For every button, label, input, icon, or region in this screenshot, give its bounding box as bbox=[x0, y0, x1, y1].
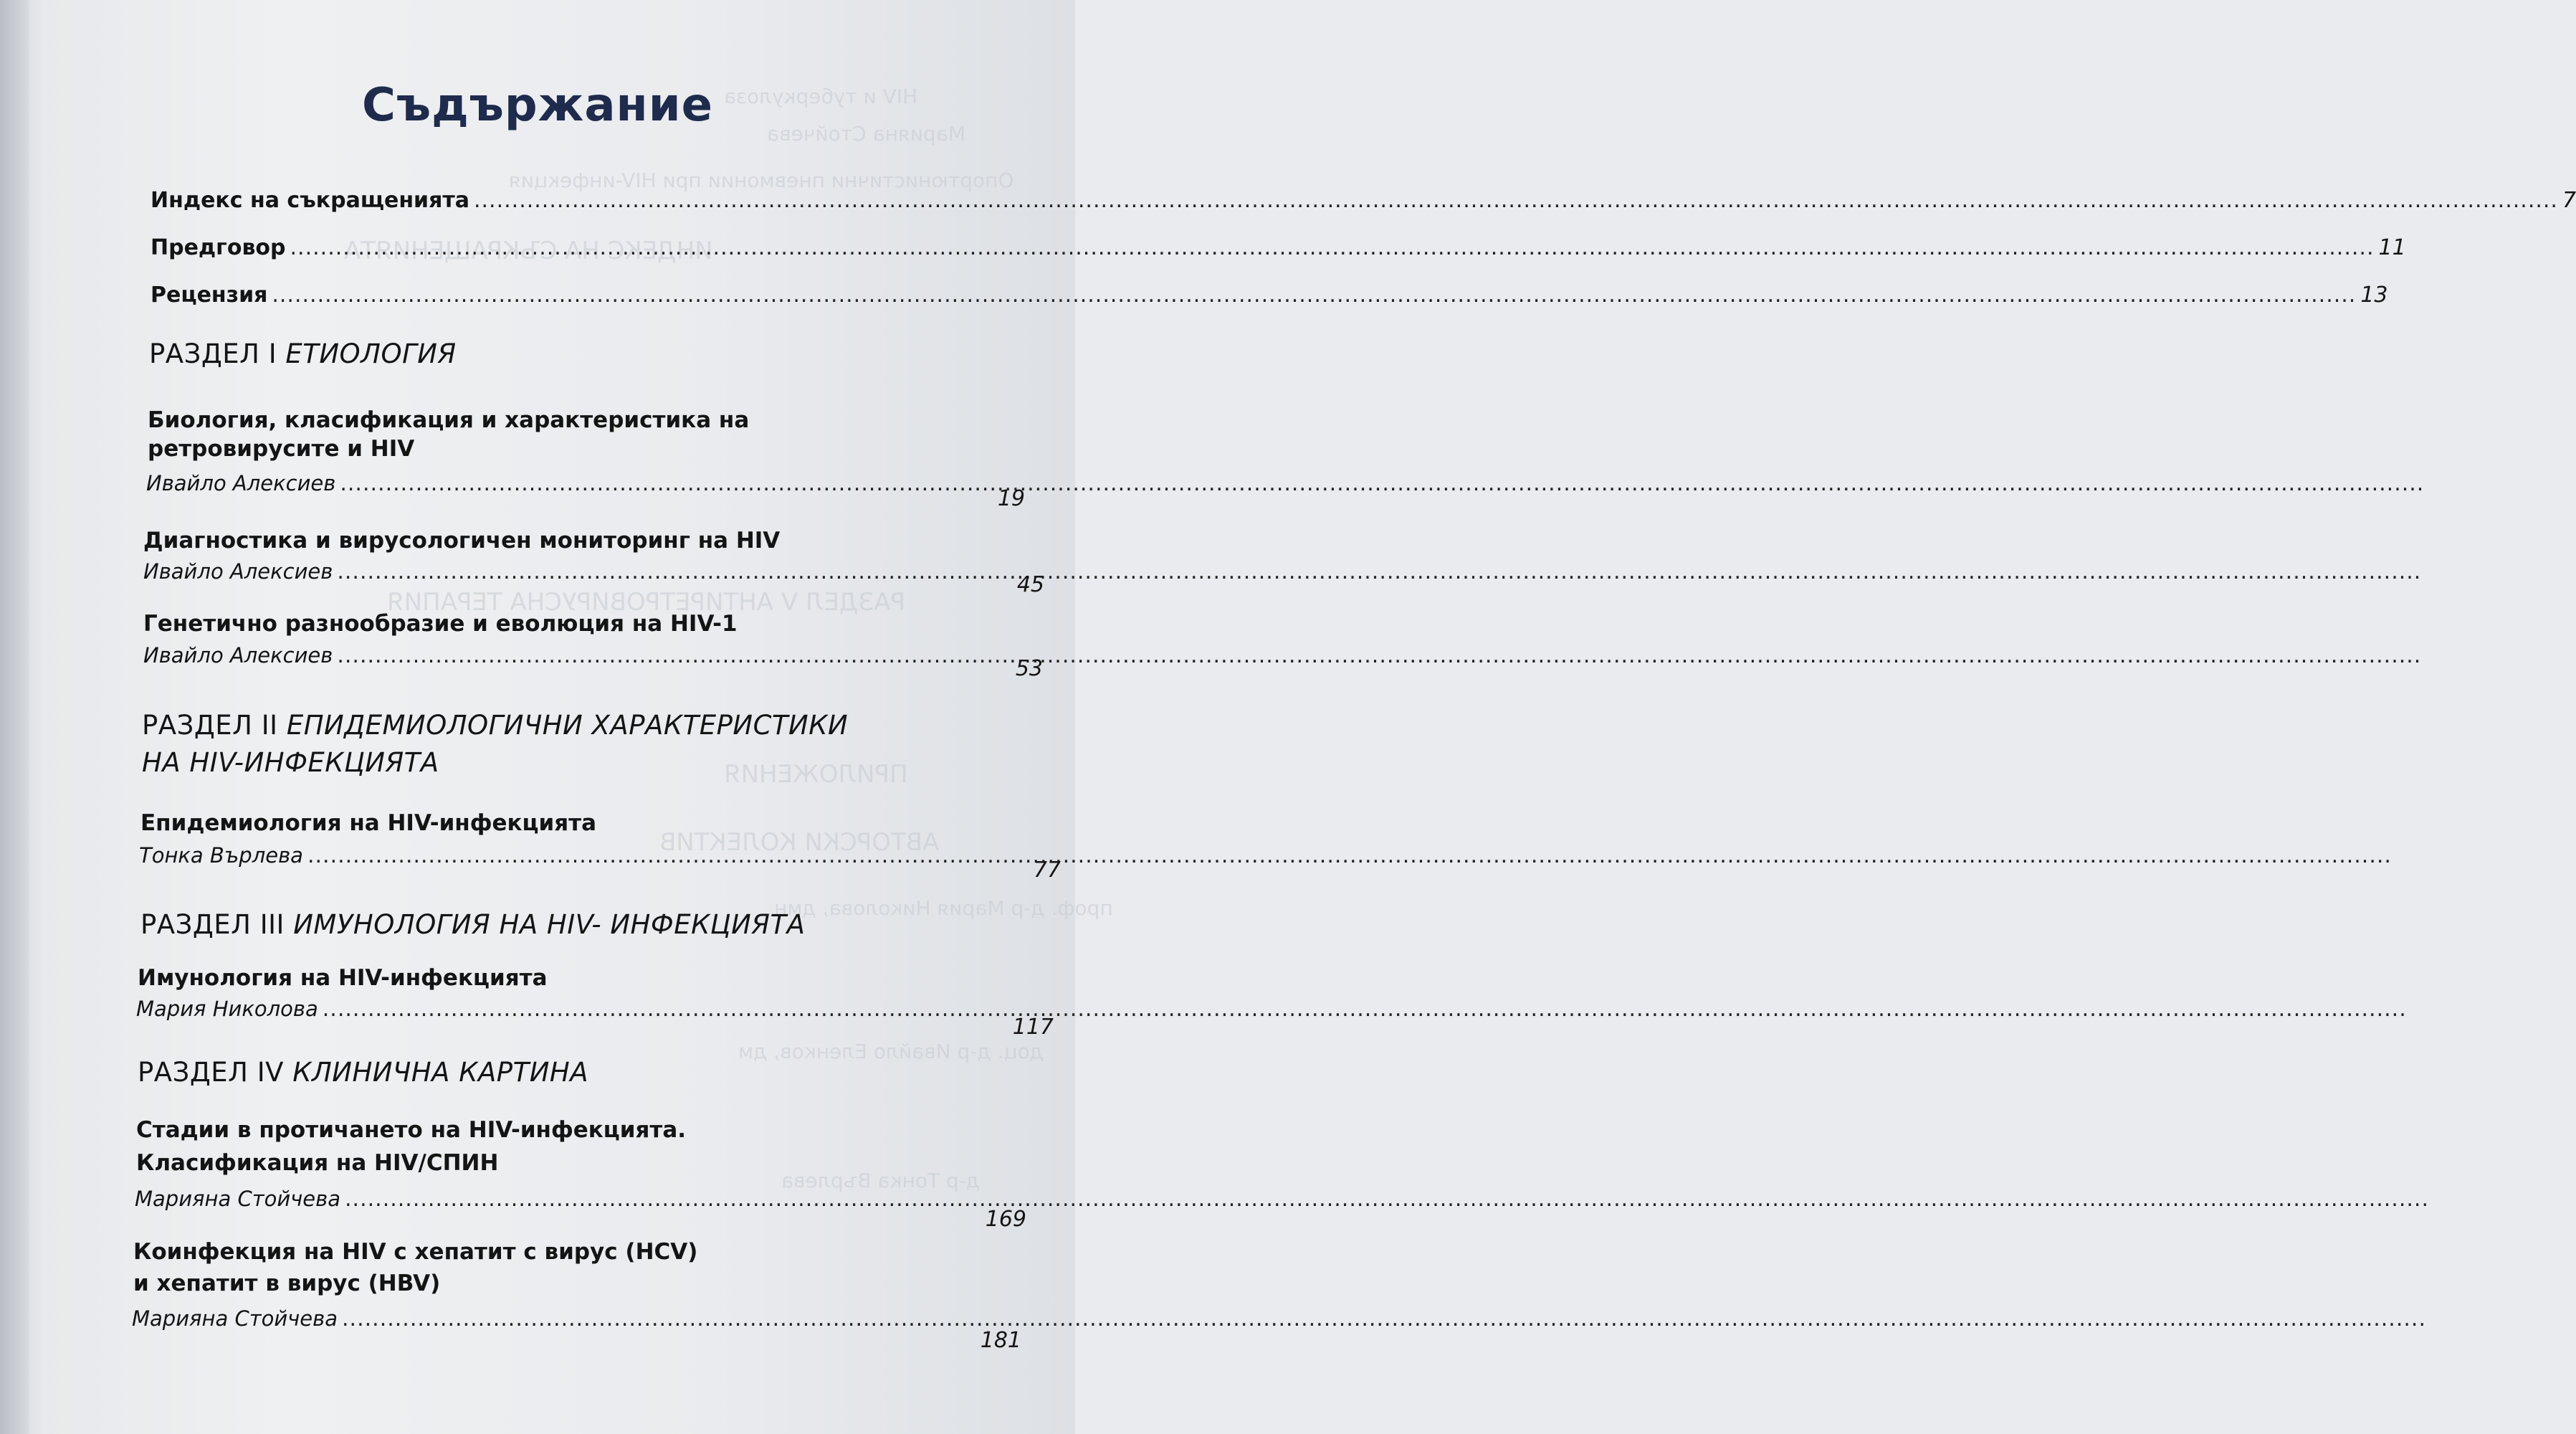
entry-author: Тонка Върлева bbox=[139, 843, 303, 868]
entry-author: Ивайло Алексиев bbox=[143, 559, 333, 584]
toc-entry bbox=[151, 188, 2576, 213]
entry-author: Марияна Стойчева bbox=[135, 1187, 341, 1211]
entry-author: Ивайло Алексиев bbox=[146, 471, 336, 495]
toc-entry-author-line bbox=[135, 1187, 982, 1212]
page-number: 169 bbox=[985, 1207, 1026, 1232]
toc-entry-author-line bbox=[143, 559, 1025, 584]
show-through-text: ПРИЛОЖЕНИЯ bbox=[724, 760, 908, 789]
section-heading bbox=[138, 1057, 588, 1088]
entry-title: Епидемиология на HIV-инфекцията bbox=[140, 810, 597, 836]
section-heading bbox=[140, 909, 805, 940]
entry-title: Биология, класификация и характеристика на bbox=[148, 407, 750, 433]
leader-dots bbox=[323, 997, 2407, 1022]
toc-entry-author-line bbox=[146, 471, 1026, 496]
entry-title: Диагностика и вирусологичен мониторинг на HIV bbox=[143, 528, 781, 554]
entry-title: Стадии в протичането на HIV-инфекцията. bbox=[136, 1117, 687, 1143]
toc-entry bbox=[151, 235, 2406, 260]
page-number: 19 bbox=[997, 486, 1025, 511]
section-name: КЛИНИЧНА КАРТИНА bbox=[292, 1057, 589, 1088]
entry-title-continued: Класификация на HIV/СПИН bbox=[136, 1150, 499, 1176]
entry-author: Мария Николова bbox=[136, 997, 318, 1021]
section-label: РАЗДЕЛ II bbox=[142, 710, 278, 741]
page-number: 77 bbox=[1033, 858, 1061, 883]
entry-author: Марияна Стойчева bbox=[132, 1306, 338, 1331]
toc-entry-author-line bbox=[139, 843, 998, 868]
show-through-text: Опортюнистични пневмонии при HIV-инфекция bbox=[509, 168, 1014, 192]
leader-dots bbox=[307, 843, 2392, 868]
show-through-text: проф. д-р Мария Николова, дмн bbox=[774, 896, 1113, 920]
section-name: ЕТИОЛОГИЯ bbox=[285, 338, 457, 369]
entry-title-continued: и хепатит в вирус (HBV) bbox=[133, 1271, 441, 1296]
toc-entry-author-line bbox=[143, 643, 1007, 668]
entry-author: Ивайло Алексиев bbox=[143, 643, 333, 668]
leader-dots bbox=[272, 282, 2356, 308]
show-through-text: д-р Тонка Върлева bbox=[781, 1169, 981, 1192]
section-name-continued: НА HIV-ИНФЕКЦИЯТА bbox=[142, 747, 439, 778]
toc-entry bbox=[151, 282, 2388, 308]
show-through-text: РАЗДЕЛ V АНТИРЕТРОВИРУСНА ТЕРАПИЯ bbox=[387, 588, 906, 617]
show-through-text: доц. д-р Ивайло Еленков, дм bbox=[738, 1040, 1044, 1063]
show-through-text: АВТОРСКИ КОЛЕКТИВ bbox=[659, 828, 940, 857]
leader-dots bbox=[290, 235, 2375, 260]
section-heading-continued bbox=[142, 747, 439, 778]
show-through-text: HIV и туберкулоза bbox=[724, 85, 918, 108]
section-heading bbox=[142, 710, 848, 741]
entry-title: Коинфекция на HIV с хепатит с вирус (HCV) bbox=[133, 1239, 698, 1265]
show-through-text: ИНДЕКС НА СЪКРАЩЕНИЯТА bbox=[344, 237, 713, 265]
section-name: ИМУНОЛОГИЯ НА HIV- ИНФЕКЦИЯТА bbox=[293, 909, 806, 940]
entry-title: Предговор bbox=[151, 235, 286, 260]
leader-dots bbox=[340, 471, 2424, 496]
page-number: 7 bbox=[2562, 188, 2576, 213]
section-name: ЕПИДЕМИОЛОГИЧНИ ХАРАКТЕРИСТИКИ bbox=[286, 710, 849, 741]
show-through-text: Марияна Стойчева bbox=[767, 122, 966, 146]
toc-entry-author-line bbox=[132, 1306, 978, 1331]
leader-dots bbox=[337, 643, 2421, 668]
page-number: 11 bbox=[2378, 235, 2406, 260]
section-label: РАЗДЕЛ I bbox=[149, 338, 277, 369]
entry-title: Генетично разнообразие и еволюция на HIV-1 bbox=[143, 611, 738, 637]
entry-title: Имунология на HIV-инфекцията bbox=[138, 965, 548, 991]
page-number: 117 bbox=[1012, 1015, 1054, 1040]
leader-dots bbox=[337, 559, 2421, 584]
page-number: 53 bbox=[1015, 656, 1043, 681]
page-number: 13 bbox=[2360, 282, 2388, 308]
page-number: 45 bbox=[1016, 572, 1044, 597]
leader-dots bbox=[342, 1306, 2426, 1331]
section-label: РАЗДЕЛ IV bbox=[138, 1057, 284, 1088]
section-heading bbox=[149, 338, 457, 369]
leader-dots bbox=[474, 188, 2558, 213]
entry-title: Индекс на съкращенията bbox=[151, 188, 469, 213]
page-title: Съдържание bbox=[362, 79, 713, 132]
entry-title: Рецензия bbox=[151, 282, 268, 308]
toc-entry-author-line bbox=[136, 997, 1009, 1022]
page-number: 181 bbox=[980, 1328, 1021, 1353]
entry-title-continued: ретровирусите и HIV bbox=[148, 436, 415, 462]
section-label: РАЗДЕЛ III bbox=[140, 909, 285, 940]
leader-dots bbox=[345, 1187, 2429, 1212]
